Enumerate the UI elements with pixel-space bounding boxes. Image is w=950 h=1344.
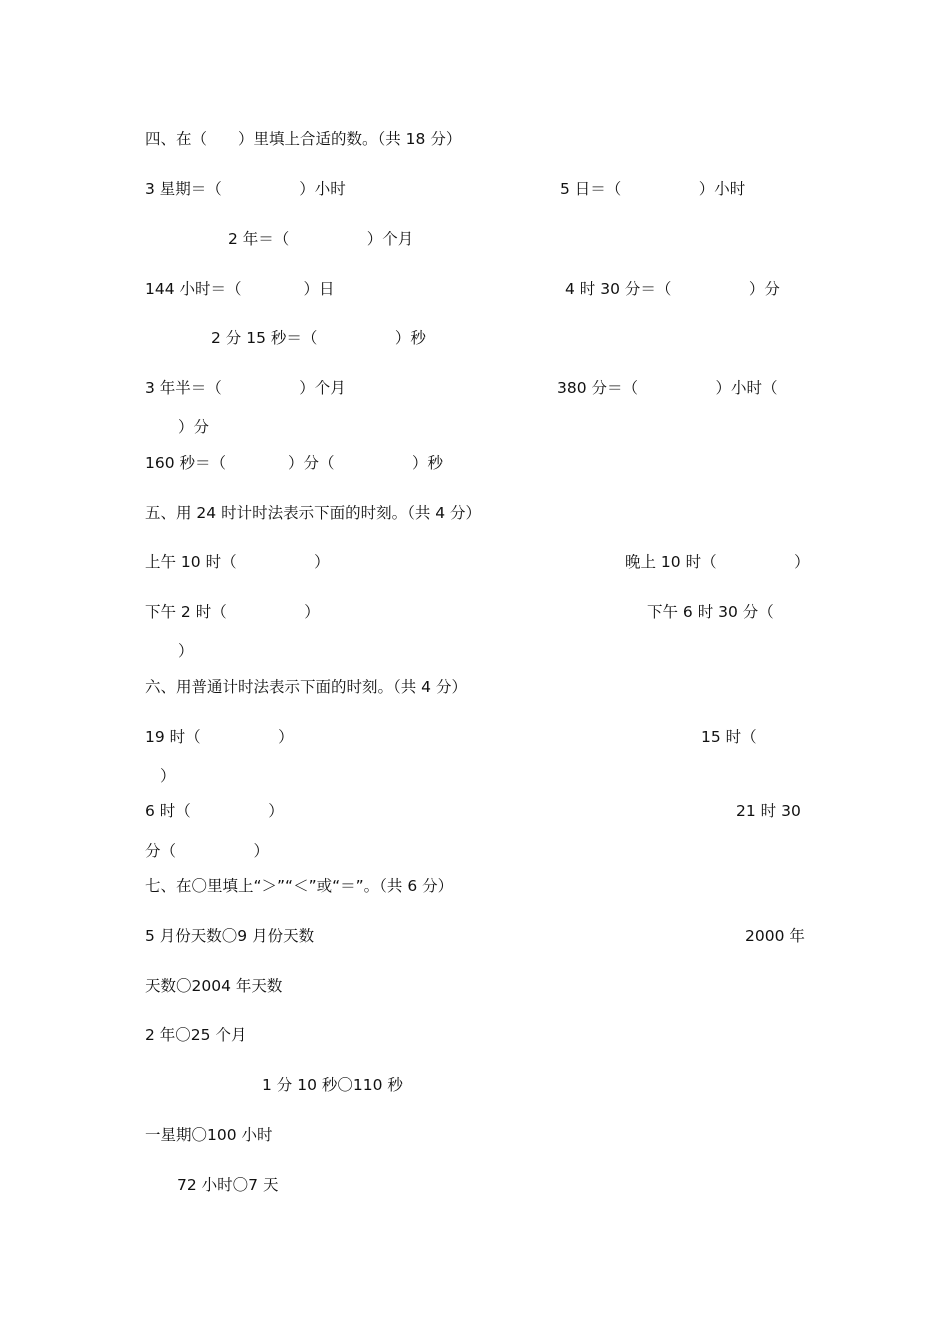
q4-seconds-to-min-sec: 160 秒＝（ ）分（ ）秒 bbox=[145, 454, 444, 472]
q5-pm630: 下午 6 时 30 分（ bbox=[647, 603, 774, 621]
q4-hours-to-days: 144 小时＝（ ）日 bbox=[145, 280, 335, 298]
q7-may-vs-sep: 5 月份天数〇9 月份天数 bbox=[145, 927, 315, 945]
q4-years-to-months: 2 年＝（ ）个月 bbox=[228, 230, 414, 248]
section5-heading: 五、用 24 时计时法表示下面的时刻。（共 4 分） bbox=[145, 504, 482, 522]
q5-pm2: 下午 2 时（ ） bbox=[145, 603, 320, 621]
q6-6h: 6 时（ ） bbox=[145, 802, 284, 820]
section7-heading: 七、在〇里填上“＞”“＜”或“＝”。（共 6 分） bbox=[145, 877, 454, 895]
q7-week-vs-100h: 一星期〇100 小时 bbox=[145, 1126, 273, 1144]
q7-1m10s-vs-110s: 1 分 10 秒〇110 秒 bbox=[262, 1076, 403, 1094]
q6-15h: 15 时（ bbox=[701, 728, 757, 746]
q4-weeks-to-hours: 3 星期＝（ ）小时 bbox=[145, 180, 346, 198]
q4-minutes-to-hours-cont: ）分 bbox=[178, 418, 210, 436]
q7-2000-year: 2000 年 bbox=[745, 927, 805, 945]
q7-2000-vs-2004: 天数〇2004 年天数 bbox=[145, 977, 283, 995]
q4-days-to-hours: 5 日＝（ ）小时 bbox=[560, 180, 746, 198]
q7-72h-vs-7d: 72 小时〇7 天 bbox=[177, 1176, 279, 1194]
q6-19h: 19 时（ ） bbox=[145, 728, 294, 746]
q6-15h-cont: ） bbox=[160, 767, 176, 785]
q6-21h30: 21 时 30 bbox=[736, 802, 801, 820]
q6-21h30-cont: 分（ ） bbox=[145, 842, 270, 860]
q4-time-to-minutes: 4 时 30 分＝（ ）分 bbox=[565, 280, 780, 298]
q4-minutes-to-hours: 380 分＝（ ）小时（ bbox=[557, 379, 778, 397]
q5-pm630-cont: ） bbox=[178, 642, 194, 660]
q4-years-half-to-months: 3 年半＝（ ）个月 bbox=[145, 379, 346, 397]
section6-heading: 六、用普通计时法表示下面的时刻。（共 4 分） bbox=[145, 678, 467, 696]
q5-pm10: 晚上 10 时（ ） bbox=[625, 553, 810, 571]
q5-am10: 上午 10 时（ ） bbox=[145, 553, 330, 571]
q4-min-sec-to-seconds: 2 分 15 秒＝（ ）秒 bbox=[211, 329, 426, 347]
q7-2y-vs-25m: 2 年〇25 个月 bbox=[145, 1026, 247, 1044]
section4-heading: 四、在（ ）里填上合适的数。（共 18 分） bbox=[145, 130, 462, 148]
